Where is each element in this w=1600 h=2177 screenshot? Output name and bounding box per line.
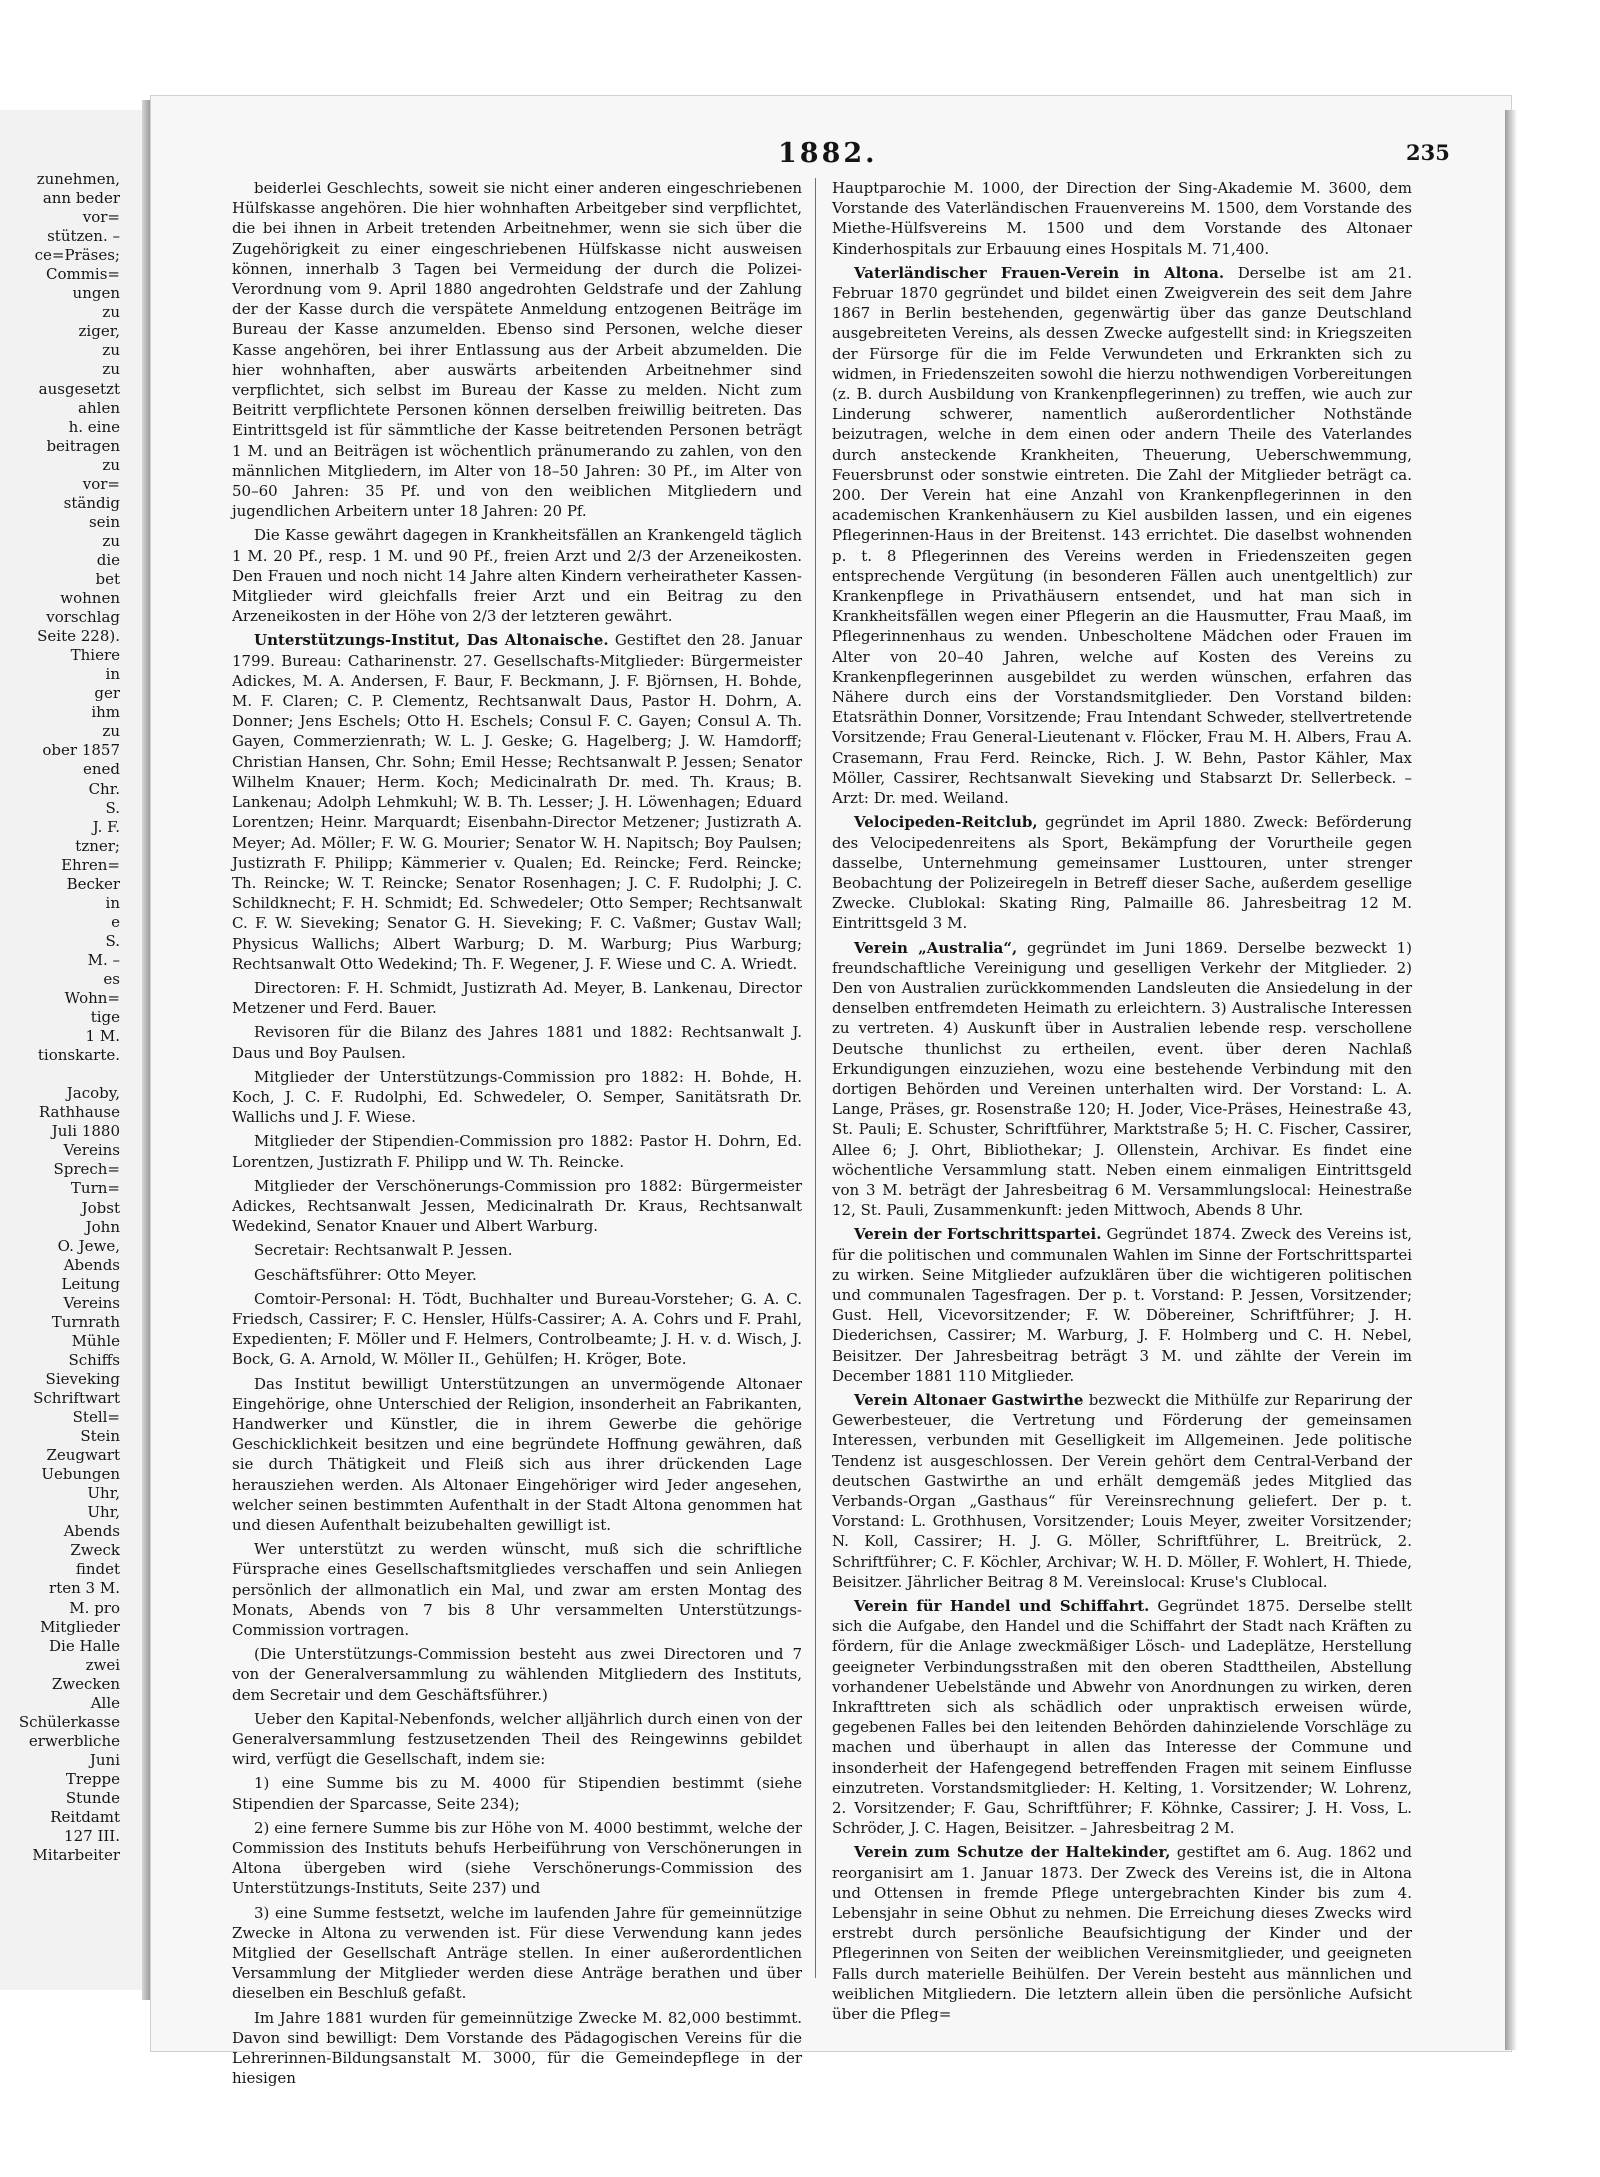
left-fragment-line: Uhr, xyxy=(87,1484,120,1503)
left-fragment-line: zu xyxy=(102,360,120,379)
paragraph: Mitglieder der Verschönerungs-Commission pro 1882: Bürgermeister Adickes, Rechtsanwalt Jessen, Medicinalrath Dr. Kraus, Rechtsanwalt Wedekind, Senator Knauer und Albert Warburg. xyxy=(232,1176,802,1236)
left-fragment-line: S. xyxy=(105,931,120,950)
left-fragment-line: Mitglieder xyxy=(40,1617,120,1636)
paragraph: Die Kasse gewährt dagegen in Krankheitsfällen an Krankengeld täglich 1 M. 20 Pf., resp. 1 M. und 90 Pf., freien Arzt und 2/3 der Arzeneikosten. Den Frauen und noch nicht 14 Jahre alten Kindern verheiratheter Kassen-Mitglieder wird gleichfalls freier Arzt und ein Beitrag zu den Arzeneikosten in der Höhe von 2/3 der letzteren gewährt. xyxy=(232,526,802,626)
left-fragment-line: Turn= xyxy=(70,1179,120,1198)
entry-heading: Verein der Fortschrittspartei. xyxy=(854,1225,1102,1244)
left-fragment-line: Schülerkasse xyxy=(18,1712,120,1731)
left-fragment-line: Sieveking xyxy=(45,1369,120,1388)
left-fragment-line: Ehren= xyxy=(61,855,120,874)
paragraph: Mitglieder der Unterstützungs-Commission pro 1882: H. Bohde, H. Koch, J. C. F. Rudolphi, Ed. Schwedeler, O. Semper, Sanitätsrath Dr. Wallichs und J. F. Wiese. xyxy=(232,1067,802,1127)
paragraph xyxy=(832,1390,1412,1592)
left-fragment-line: in xyxy=(105,665,120,684)
left-fragment-line: Turnrath xyxy=(51,1312,120,1331)
left-fragment-line: zu xyxy=(102,531,120,550)
left-fragment-line: Jacoby, xyxy=(66,1084,120,1103)
paragraph xyxy=(832,938,1412,1221)
page-number: 235 xyxy=(1406,140,1450,165)
paragraph: Im Jahre 1881 wurden für gemeinnützige Zwecke M. 82,000 bestimmt. Davon sind bewilligt: Dem Vorstande des Pädagogischen Vereins für die Lehrerinnen-Bildungsanstalt M. 3000, für die Gemeindepflege in der hiesigen xyxy=(232,2008,802,2088)
left-fragment-line: Zwecken xyxy=(51,1674,120,1693)
left-fragment-line: tzner; xyxy=(75,836,120,855)
left-fragment-line: ober 1857 xyxy=(42,741,120,760)
entry-body: Gegründet 1875. Derselbe stellt sich die Aufgabe, den Handel und die Schiffahrt der Stadt nach Kräften zu fördern, für die Anlage zweckmäßiger Lösch- und Ladeplätze, Herstellung geeigneter Verbindungsstraßen mit den oberen Stadttheilen, Abstellung vorhandener Uebelstände und Abwehr von Anordnungen zu wirken, deren Inkrafttreten sich als schädlich oder unpraktisch erweisen würde, gegebenen Falles bei den leitenden Behörden dahinzielende Vorschläge zu machen und überhaupt in allen das Interesse der Commune und insonderheit der Hafengegend betreffenden Fragen mit seinem Einflusse einzutreten. Vorstandsmitglieder: H. Kelting, 1. Vorsitzender; W. Lohrenz, 2. Vorsitzender; F. Gau, Schriftführer; F. Köhnke, Cassirer; J. H. Voss, L. Schröder, J. C. Hagen, Beisitzer. – Jahresbeitrag 2 M. xyxy=(832,1597,1412,1838)
left-fragment-line: Uebungen xyxy=(41,1465,120,1484)
left-fragment-line: Vereins xyxy=(63,1141,120,1160)
left-fragment-line: S. xyxy=(105,798,120,817)
left-fragment-line: Thiere xyxy=(70,646,120,665)
left-fragment-line: Abends xyxy=(63,1255,120,1274)
left-fragment-line: Leitung xyxy=(61,1274,120,1293)
left-fragment-line: h. eine xyxy=(68,417,120,436)
left-fragment-line: ziger, xyxy=(78,322,120,341)
entry-body: bezweckt die Mithülfe zur Reparirung der Gewerbesteuer, die Vertretung und Förderung der gemeinsamen Interessen, verbunden mit Geselligkeit im Allgemeinen. Jede politische Tendenz ist ausgeschlossen. Der Verein gehört dem Central-Verband der deutschen Gastwirthe an und erhält demgemäß jedes Mitglied das Verbands-Organ „Gasthaus“ für Vereinsrechnung geliefert. Der p. t. Vorstand: L. Grothhusen, Vorsitzender; Louis Meyer, zweiter Vorsitzender; N. Koll, Cassirer; H. J. G. Möller, Schriftführer, L. Breitrück, 2. Schriftführer; C. F. Köchler, Archivar; W. H. D. Möller, F. Wohlert, H. Thiede, Beisitzer. Jährlicher Beitrag 8 M. Vereinslocal: Kruse's Clublocal. xyxy=(832,1390,1412,1591)
entry-body: gestiftet am 6. Aug. 1862 und reorganisirt am 1. Januar 1873. Der Zweck des Vereins ist, die in Altona und Ottensen in fremde Pflege untergebrachten Kinder bis zum 4. Lebensjahr in seine Obhut zu nehmen. Die Erreichung dieses Zwecks wird erstrebt durch persönliche Beaufsichtigung der Kinder und der Pflegerinnen von Seiten der weiblichen Vereinsmitglieder, und geeigneten Falls durch materielle Beihülfen. Der Verein besteht aus männlichen und weiblichen Mitgliedern. Die letztern allein üben die persönliche Aufsicht über die Pfleg= xyxy=(832,1843,1412,2024)
paragraph: (Die Unterstützungs-Commission besteht aus zwei Directoren und 7 von der Generalversammlung zu wählenden Mitgliedern des Instituts, dem Secretair und dem Geschäftsführer.) xyxy=(232,1645,802,1704)
left-fragment-line: Sprech= xyxy=(53,1160,120,1179)
left-fragment-line: vor= xyxy=(82,474,120,493)
entry-body: gegründet im Juni 1869. Derselbe bezweckt 1) freundschaftliche Vereinigung und geselligen Verkehr der Mitglieder. 2) Den von Australien zurückkommenden Landsleuten die Ansiedelung in der denselben entfremdeten Heimath zu erleichtern. 3) Australische Interessen zu vertreten. 4) Auskunft über in Australien lebende resp. verschollene Deutsche thunlichst zu ertheilen, event. über deren Nachlaß Erkundigungen einzuziehen, wozu eine bestehende Verbindung mit den dortigen Behörden und Vereinen unterhalten wird. Der Vorstand: L. A. Lange, Präses, gr. Rosenstraße 120; H. Joder, Vice-Präses, Heinestraße 43, St. Pauli; E. Schuster, Schriftführer, Marktstraße 5; H. C. Fischer, Cassirer, Allee 6; J. Ohrt, Bibliothekar; J. Ollenstein, Archivar. Es findet eine wöchentliche Versammlung statt. Neben einem einmaligen Eintrittsgeld von 3 M. beträgt der Jahresbeitrag 6 M. Versammlungslocal: Heinestraße 12, St. Pauli, Zusammenkunft: jeden Mittwoch, Abends 8 Uhr. xyxy=(832,938,1412,1220)
left-fragment-line: zu xyxy=(102,722,120,741)
entry-heading: Verein für Handel und Schiffahrt. xyxy=(854,1597,1150,1616)
left-fragment-line: Mitarbeiter xyxy=(32,1846,120,1865)
left-fragment-line: tige xyxy=(90,1008,120,1027)
left-fragment-line: Alle xyxy=(90,1693,120,1712)
paragraph: Geschäftsführer: Otto Meyer. xyxy=(254,1265,477,1284)
paragraph: 2) eine fernere Summe bis zur Höhe von M. 4000 bestimmt, welche der Commission des Instituts behufs Herbeiführung von Verschönerungen in Altona übergeben wird (siehe Verschönerungs-Commission des Unterstützungs-Instituts, Seite 237) und xyxy=(232,1818,802,1898)
left-fragment-line: Vereins xyxy=(63,1293,120,1312)
left-fragment-line: Treppe xyxy=(65,1769,120,1788)
left-fragment-line: Rathhause xyxy=(38,1103,120,1122)
entry-body: gegründet im April 1880. Zweck: Beförderung des Velocipedenreitens als Sport, Bekämpfung der Vorurtheile gegen dasselbe, Unternehmung gemeinsamer Lusttouren, unter strenger Beobachtung der Polizeiregeln in Betreff dieser Sache, außerdem gesellige Zwecke. Clublokal: Skating Ring, Palmaille 86. Jahresbeitrag 12 M. Eintrittsgeld 3 M. xyxy=(832,813,1412,933)
left-fragment-line: Zweck xyxy=(70,1541,120,1560)
left-fragment-line: Die Halle xyxy=(49,1636,120,1655)
entry-heading: Vaterländischer Frauen-Verein in Altona. xyxy=(854,263,1225,282)
left-fragment-line: Becker xyxy=(66,874,120,893)
paragraph: Secretair: Rechtsanwalt P. Jessen. xyxy=(254,1241,513,1260)
entry-heading: Unterstützungs-Institut, Das Altonaische. xyxy=(254,631,609,650)
left-fragment-line: e xyxy=(111,912,120,931)
paragraph: 3) eine Summe festsetzt, welche im laufenden Jahre für gemeinnützige Zwecke in Altona zu verwenden ist. Für diese Verwendung kann jedes Mitglied der Gesellschaft Anträge stellen. In einer außerordentlichen Versammlung der Mitglieder werden diese Anträge berathen und über dieselben ein Beschluß gefaßt. xyxy=(232,1903,802,2003)
left-fragment-line: ausgesetzt xyxy=(38,379,120,398)
paragraph: Hauptparochie M. 1000, der Direction der Sing-Akademie M. 3600, dem Vorstande des Vaterländischen Frauenvereins M. 1500, dem Vorstande des Miethe-Hülfsvereins M. 1500 und dem Vorstande des Altonaer Kinderhospitals zur Erbauung eines Hospitals M. 71,400. xyxy=(832,179,1412,258)
running-head-year: 1882. xyxy=(778,138,878,169)
left-fragment-line: es xyxy=(103,969,120,988)
left-page-text-fragments xyxy=(0,170,120,1865)
paragraph: Revisoren für die Bilanz des Jahres 1881 und 1882: Rechtsanwalt J. Daus und Boy Paulsen. xyxy=(232,1023,802,1062)
entry-body: Gestiftet den 28. Januar 1799. Bureau: Catharinenstr. 27. Gesellschafts-Mitglieder: Bürgermeister Adickes, M. A. Andersen, F. Baur, F. Beckmann, J. F. Björnsen, H. Bohde, M. F. Claren; C. P. Clementz, Rechtsanwalt Daus, Pastor H. Dohrn, A. Donner; Jens Eschels; Otto H. Eschels; Consul F. C. Gayen; Consul A. Th. Gayen, Commerzienrath; W. L. J. Geske; G. Hagelberg; J. W. Hamdorff; Christian Hansen, Chr. Sohn; Emil Hesse; Rechtsanwalt P. Jessen; Senator Wilhelm Knauer; Herm. Koch; Medicinalrath Dr. med. Th. Kraus; B. Lankenau; Adolph Lehmkuhl; W. B. Th. Lesser; J. H. Löwenhagen; Eduard Lorentzen; Heinr. Marquardt; Eisenbahn-Director Metzener; Justizrath A. Meyer; Ad. Möller; F. W. G. Mourier; Senator W. H. Napitsch; Boy Paulsen; Justizrath F. Philipp; Kämmerier v. Qualen; Ed. Reincke; Ferd. Reincke; Th. Reincke; W. T. Reincke; Senator Rosenhagen; J. C. F. Rudolphi; J. C. Schildknecht; F. H. Schmidt; Ed. Schwedeler; Otto Semper; Rechtsanwalt C. F. W. Sieveking; Senator G. H. Sieveking; F. C. Vaßmer; Gustav Wall; Physicus Wallichs; Albert Warburg; D. M. Warburg; Pius Warburg; Rechtsanwalt Otto Wedekind; Th. F. Wegener, J. F. Wiese und C. A. Wriedt. xyxy=(232,631,803,973)
left-fragment-line: zu xyxy=(102,455,120,474)
left-page-edge xyxy=(0,110,150,1990)
paragraph: 1) eine Summe bis zu M. 4000 für Stipendien bestimmt (siehe Stipendien der Sparcasse, Seite 234); xyxy=(232,1774,802,1813)
paragraph xyxy=(832,812,1412,933)
left-text-column xyxy=(232,178,802,2092)
entry-heading: Verein „Australia“, xyxy=(854,938,1018,957)
left-fragment-line: die xyxy=(96,550,120,569)
left-fragment-line: sein xyxy=(88,512,120,531)
right-text-column xyxy=(832,178,1412,2028)
paragraph xyxy=(832,263,1412,808)
entry-heading: Verein Altonaer Gastwirthe xyxy=(854,1390,1084,1409)
page-edge-shadow xyxy=(1505,110,1517,2050)
left-fragment-line: Juli 1880 xyxy=(51,1122,120,1141)
left-fragment-line: 1 M. xyxy=(85,1027,120,1046)
left-fragment-line: Mühle xyxy=(71,1331,120,1350)
left-fragment-line: ungen xyxy=(72,284,120,303)
left-fragment-line: stützen. – xyxy=(47,227,120,246)
left-fragment-line: vor= xyxy=(82,208,120,227)
left-fragment-line: M. pro xyxy=(69,1598,120,1617)
paragraph: Mitglieder der Stipendien-Commission pro 1882: Pastor H. Dohrn, Ed. Lorentzen, Justizrath F. Philipp und W. Th. Reincke. xyxy=(232,1132,802,1171)
left-fragment-line: ihm xyxy=(91,703,120,722)
left-fragment-line: M. – xyxy=(87,950,120,969)
paragraph: Wer unterstützt zu werden wünscht, muß sich die schriftliche Fürsprache eines Gesellschaftsmitgliedes verschaffen und sein Anliegen persönlich der allmonatlich ein Mal, und zwar am ersten Montag des Monats, Abends von 7 bis 8 Uhr versammelten Unterstützungs-Commission vortragen. xyxy=(232,1540,802,1640)
left-fragment-line: ger xyxy=(94,684,120,703)
paragraph: Das Institut bewilligt Unterstützungen an unvermögende Altonaer Eingehörige, ohne Unterschied der Religion, insonderheit an Fabrikanten, Handwerker und Künstler, die in ihrem Gewerbe die gehörige Geschicklichkeit besitzen und eine begründete Hoffnung gewähren, daß sie durch Thätigkeit und Fleiß sich aus ihrer drückenden Lage herausziehen werden. Als Altonaer Eingehöriger wird Jeder angesehen, welcher seinen bestimmten Aufenthalt in der Stadt Altona genommen hat und diesen Aufenthalt beizubehalten gewilligt ist. xyxy=(232,1374,802,1534)
left-fragment-line: ann beder xyxy=(42,189,120,208)
entry-heading: Velocipeden-Reitclub, xyxy=(854,813,1038,832)
left-fragment-line: bet xyxy=(95,569,120,588)
left-fragment-line: wohnen xyxy=(60,589,120,608)
left-fragment-line: in xyxy=(105,893,120,912)
left-fragment-line: Uhr, xyxy=(87,1503,120,1522)
entry-body: Gegründet 1874. Zweck des Vereins ist, für die politischen und communalen Wahlen im Sinne der Fortschrittspartei zu wirken. Seine Mitglieder aufzuklären über die wichtigeren politischen und communalen Tagesfragen. Der p. t. Vorstand: P. Jessen, Vorsitzender; Gust. Hell, Vicevorsitzender; F. W. Döbereiner, Schriftführer; J. H. Diederichsen, Cassirer; M. Warburg, J. F. Holmberg und C. H. Nebel, Beisitzer. Der Jahresbeitrag beträgt 3 M. und zählte der Verein im December 1881 110 Mitglieder. xyxy=(832,1225,1412,1385)
left-fragment-line: ahlen xyxy=(78,398,120,417)
left-fragment-line: J. F. xyxy=(92,817,120,836)
paragraph xyxy=(232,630,802,973)
left-fragment-line: Jobst xyxy=(81,1198,120,1217)
left-fragment-line: zu xyxy=(102,303,120,322)
paragraph: beiderlei Geschlechts, soweit sie nicht einer anderen eingeschriebenen Hülfskasse angehören. Die hier wohnhaften Arbeitgeber sind verpflichtet, die bei ihnen in Arbeit tretenden Arbeitnehmer, wenn sie sich über die Zugehörigkeit zu einer eingeschriebenen Hülfskasse nicht ausweisen können, innerhalb 3 Tagen bei Vermeidung der durch die Polizei-Verordnung vom 9. April 1880 angedrohten Geldstrafe und der Zahlung der der Kasse durch die verspätete Anmeldung entzogenen Beiträge im Bureau der Kasse anzumelden. Ebenso sind Personen, welche dieser Kasse angehören, bei ihrer Entlassung aus der Arbeit abzumelden. Die hier wohnhaften, aber auswärts arbeitenden Arbeitnehmer sind verpflichtet, sich selbst im Bureau der Kasse zu melden. Nicht zum Beitritt verpflichtete Personen können derselben freiwillig beitreten. Das Eintrittsgeld ist für sämmtliche der Kasse beitretenden Personen beträgt 1 M. und an Beiträgen ist wöchentlich pränumerando zu zahlen, von den männlichen Mitgliedern, im Alter von 18–50 Jahren: 30 Pf., im Alter von 50–60 Jahren: 35 Pf. und von den weiblichen Mitgliedern und jugendlichen Arbeitern unter 18 Jahren: 20 Pf. xyxy=(232,179,802,521)
left-fragment-line: Abends xyxy=(63,1522,120,1541)
left-fragment-line xyxy=(0,1065,120,1084)
left-fragment-line: Zeugwart xyxy=(46,1446,120,1465)
left-fragment-line: vorschlag xyxy=(46,608,120,627)
left-fragment-line: zwei xyxy=(85,1655,120,1674)
left-fragment-line: zu xyxy=(102,341,120,360)
paragraph: Directoren: F. H. Schmidt, Justizrath Ad. Meyer, B. Lankenau, Director Metzener und Ferd. Bauer. xyxy=(232,978,802,1018)
left-fragment-line: tionskarte. xyxy=(37,1046,120,1065)
paragraph: Comtoir-Personal: H. Tödt, Buchhalter und Bureau-Vorsteher; G. A. C. Friedsch, Cassirer; F. C. Hensler, Hülfs-Cassirer; A. A. Cohrs und F. Prahl, Expedienten; F. Möller und F. Helmers, Controlbeamte; J. H. v. d. Wisch, J. Bock, G. A. Arnold, W. Möller II., Gehülfen; H. Kröger, Bote. xyxy=(232,1289,802,1369)
left-fragment-line: Chr. xyxy=(88,779,120,798)
left-fragment-line: findet xyxy=(75,1560,120,1579)
left-fragment-line: Reitdamt xyxy=(50,1808,120,1827)
left-fragment-line: Schiffs xyxy=(68,1350,120,1369)
left-fragment-line: Wohn= xyxy=(64,989,120,1008)
entry-heading: Verein zum Schutze der Haltekinder, xyxy=(854,1843,1171,1862)
left-fragment-line: Stunde xyxy=(65,1788,120,1807)
paragraph xyxy=(832,1842,1412,2024)
left-fragment-line: Juni xyxy=(89,1750,120,1769)
entry-body: Derselbe ist am 21. Februar 1870 gegründet und bildet einen Zweigverein des seit dem Jahre 1867 in Berlin bestehenden, gegenwärtig über das ganze Deutschland ausgebreiteten Vereins, als dessen Zwecke aufgestellt sind: in Kriegszeiten der Fürsorge für die im Felde Verwundeten und Erkrankten sich zu widmen, in Friedenszeiten sowohl die hierzu nothwendigen Vorbereitungen (z. B. durch Ausbildung von Krankenpflegerinnen) zu treffen, wie auch zur Linderung schwerer, namentlich außerordentlicher Nothstände beizutragen, welche in dem einen oder andern Theile des Vaterlandes durch ansteckende Krankheiten, Theuerung, Ueberschwemmung, Feuersbrunst oder sonstwie eintreten. Die Zahl der Mitglieder beträgt ca. 200. Der Verein hat eine Anzahl von Krankenpflegerinnen in den academischen Krankenhäusern zu Kiel ausbilden lassen, und ein eigenes Pflegerinnen-Haus in der Breitenst. 143 errichtet. Die daselbst wohnenden p. t. 8 Pflegerinnen des Vereins werden in Friedenszeiten gegen entsprechende Vergütung (in besonderen Fällen auch unentgeltlich) zur Krankenpflege in Privathäusern entsendet, und hat man sich in Krankheitsfällen wegen einer Pflegerin an die Hausmutter, Frau Maaß, im Pflegerinnenhaus zu wenden. Unbescholtene Mädchen oder Frauen im Alter von 20–40 Jahren, welche auf Kosten des Vereins zu Krankenpflegerinnen ausgebildet zu werden wünschen, erfahren das Nähere durch eins der Vorstandsmitglieder. Den Vorstand bilden: Etatsräthin Donner, Vorsitzende; Frau Intendant Schweder, stellvertretende Vorsitzende; Frau General-Lieutenant v. Flöcker, Frau M. H. Albers, Frau A. Crasemann, Frau Ferd. Reincke, Rich. J. W. Behn, Pastor Kähler, Max Möller, Cassirer, Rechtsanwalt Sieveking und Stabsarzt Dr. Sellerbeck. – Arzt: Dr. med. Weiland. xyxy=(832,263,1412,808)
column-divider xyxy=(815,178,816,1978)
left-fragment-line: O. Jewe, xyxy=(57,1236,120,1255)
left-fragment-line: ened xyxy=(82,760,120,779)
left-fragment-line: Stein xyxy=(80,1427,120,1446)
left-fragment-line: Stell= xyxy=(72,1408,120,1427)
left-fragment-line: erwerbliche xyxy=(28,1731,120,1750)
paragraph: Ueber den Kapital-Nebenfonds, welcher alljährlich durch einen von der Generalversammlung festzusetzenden Theil des Reingewinns gebildet wird, verfügt die Gesellschaft, indem sie: xyxy=(232,1709,802,1769)
paragraph xyxy=(832,1224,1412,1386)
left-fragment-line: ce=Präses; xyxy=(34,246,120,265)
left-fragment-line: Seite 228). xyxy=(37,627,120,646)
left-fragment-line: ständig xyxy=(63,493,120,512)
left-fragment-line: beitragen xyxy=(46,436,120,455)
left-fragment-line: Commis= xyxy=(45,265,120,284)
left-fragment-line: Schriftwart xyxy=(33,1389,120,1407)
left-fragment-line: zunehmen, xyxy=(36,170,120,188)
left-fragment-line: rten 3 M. xyxy=(49,1579,120,1598)
left-fragment-line: 127 III. xyxy=(64,1827,120,1846)
paragraph xyxy=(832,1596,1412,1838)
left-fragment-line: John xyxy=(85,1217,120,1236)
